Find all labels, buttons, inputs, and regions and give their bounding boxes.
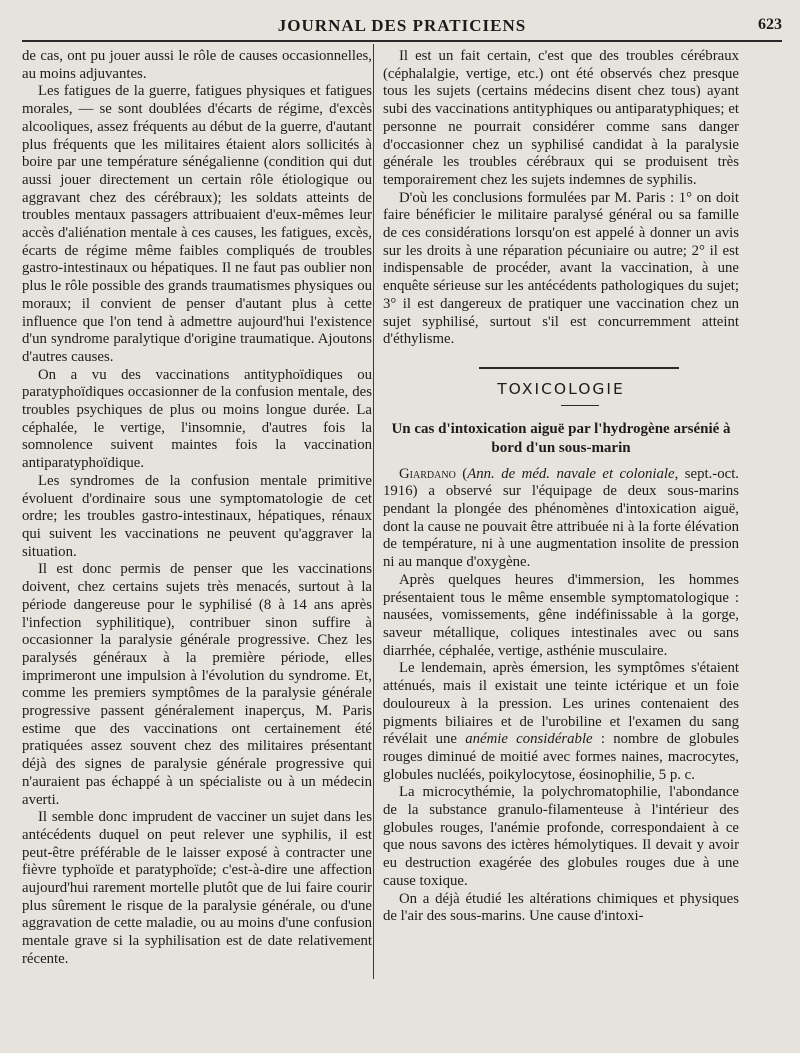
page-number: 623 bbox=[758, 16, 782, 33]
paragraph: de cas, ont pu jouer aussi le rôle de causes occasionnelles, au moins adjuvantes. bbox=[22, 48, 372, 82]
column-divider bbox=[373, 44, 374, 979]
right-column bbox=[383, 48, 739, 926]
paragraph: D'où les conclusions formulées par M. Paris : 1° on doit faire bénéficier le militaire paralysé général ou sa famille de ces considérations lorsqu'on est appelé à donner un avis sur les droits à une réparation pécuniaire ou autre; 2° il est indispensable de procéder, avant la vaccination, à une enquête sérieuse sur les antécédents pathologiques du sujet; 3° il est dangereux de pratiquer une vaccination chez un sujet syphilisé, surtout s'il est concurremment atteint d'éthylisme. bbox=[383, 189, 739, 348]
running-header bbox=[22, 10, 782, 42]
paragraph-text: Le lendemain, après émersion, les symptômes s'étaient atténués, mais il existait une teinte ictérique et un foie douloureux à la pression. Les urines contenaient des pigments biliaires et de l'urobiline et l'examen du sang révélait une bbox=[383, 660, 739, 748]
paragraph: La microcythémie, la polychromatophilie, l'abondance de la substance granulo-filamenteuse à l'intérieur des globules rouges, l'anémie profonde, correspondaient à ce que nous savons des ictères hémolytiques. Il devait y avoir eu destruction exagérée des globules rouges due à une cause toxique. bbox=[383, 784, 739, 889]
paragraph: Il semble donc imprudent de vacciner un sujet dans les antécédents duquel on peut relever une syphilis, il est peut-être préférable de le laisser exposé à contracter une fièvre typhoïde et paratyphoïde; c'est-à-dire une affection aujourd'hui rarement mortelle plutôt que de lui faire courir plus sûrement le risque de la paralysie générale, ou d'une aggravation de cette maladie, ou au moins d'une confusion mentale grave si la syphilisation est de date relativement récente. bbox=[22, 809, 372, 967]
emphasis-text: anémie considérable bbox=[465, 731, 593, 748]
article-title: Un cas d'intoxication aiguë par l'hydrogène arsénié à bord d'un sous-marin bbox=[391, 420, 731, 456]
paragraph: Après quelques heures d'immersion, les hommes présentaient tous le même ensemble symptomatologique : nausées, vomissements, gêne indéfinissable à la gorge, saveur métallique, coliques intestinales avec ou sans diarrhée, céphalée, vertige, asthénie musculaire. bbox=[383, 571, 739, 659]
paragraph: Les syndromes de la confusion mentale primitive évoluent d'ordinaire sous une symptomatologie de cet ordre; les troubles gastro-intestinaux, hépatiques, rénaux qui suivent les vaccinations ne peuvent qu'aggraver la situation. bbox=[22, 472, 372, 560]
paragraph: On a vu des vaccinations antityphoïdiques ou paratyphoïdiques occasionner de la confusion mentale, des troubles psychiques de plus ou moins longue durée. La céphalée, le vertige, l'insomnie, d'autres fois la somnolence suivent maintes fois la vaccination antiparatyphoïdique. bbox=[22, 366, 372, 472]
article-author: Giardano bbox=[399, 465, 456, 482]
paragraph bbox=[383, 660, 739, 784]
paragraph: Il est donc permis de penser que les vaccinations doivent, chez certains sujets très menacés, surtout à la période dangereuse pour le syphilisé (8 à 14 ans après l'infection syphilitique), contribuer sinon suffire à occasionner la paralysie générale progressive. Chez les paralysés généraux à la première période, elles imprimeront une impulsion à l'évolution du syndrome. Et, comme les premiers symptômes de la paralysie générale progressive passent généralement inaperçus, M. Paris estime que des vaccinations ont certainement été pratiquées assez souvent chez des militaires présentant déjà des signes de paralysie générale progressive qui n'auraient pas échappé à un spécialiste ou à un médecin averti. bbox=[22, 561, 372, 808]
paragraph: Les fatigues de la guerre, fatigues physiques et fatigues morales, — se sont doublées d'écarts de régime, d'excès alcooliques, assez fréquents au début de la guerre, d'autant plus fréquents que les militaires étaient alors sollicités à boire par une température sénégalienne (condition qui dut aussi jouer directement un certain rôle étiologique ou aggravant chez des cérébraux); les soldats atteints de troubles mentaux passagers attribuaient d'eux-mêmes leur accès d'aliénation mentale à ces causes, les fatigues, excès, écarts de régime même faibles compliqués de troubles gastro-intestinaux ou hépatiques. Il ne faut pas oublier non plus le rôle possible des grands traumatismes physiques ou moraux; il convient de penser d'autant plus à cette influence que l'on tend à admettre aujourd'hui l'existence d'un syndrome paralytique d'origine traumatique. Ajoutons d'autres causes. bbox=[22, 83, 372, 365]
section-rule-bottom bbox=[561, 405, 599, 406]
section-rule-top bbox=[479, 367, 679, 369]
paragraph: On a déjà étudié les altérations chimiques et physiques de l'air des sous-marins. Une cause d'intoxi- bbox=[383, 890, 739, 925]
section-heading bbox=[383, 367, 739, 406]
paragraph-text: : nombre de globules rouges diminué de moitié avec formes naines, macrocytes, globules nucléés, poikylocytose, éosinophilie, 5 p. c. bbox=[383, 731, 740, 783]
article-citation: Ann. de méd. navale et coloniale bbox=[467, 465, 675, 482]
section-title: TOXICOLOGIE bbox=[497, 379, 625, 398]
article-lead-paragraph bbox=[383, 466, 739, 572]
left-column bbox=[22, 48, 372, 969]
article-lead-text: , sept.-oct. 1916) a observé sur l'équipage de deux sous-marins pendant la plongée des phénomènes d'intoxication aiguë, dont la cause ne pouvait être attribuée ni à la forte élévation de température, ni à une augmentation insolite de pression ni au manque d'oxygène. bbox=[383, 465, 740, 571]
journal-title: JOURNAL DES PRATICIENS bbox=[277, 16, 527, 35]
paragraph: Il est un fait certain, c'est que des troubles cérébraux (céphalalgie, vertige, etc.) ont été observés chez presque tous les sujets (certains médecins disent chez tous) ayant subi des vaccinations antityphiques ou antiparatyphiques; et personne ne pourrait considérer comme sans danger d'occasionner chez un syphilisé candidat à la paralysie générale les troubles cérébraux qui se produisent très temporairement chez les sujets indemnes de syphilis. bbox=[383, 48, 739, 188]
citation-open: ( bbox=[455, 465, 468, 482]
